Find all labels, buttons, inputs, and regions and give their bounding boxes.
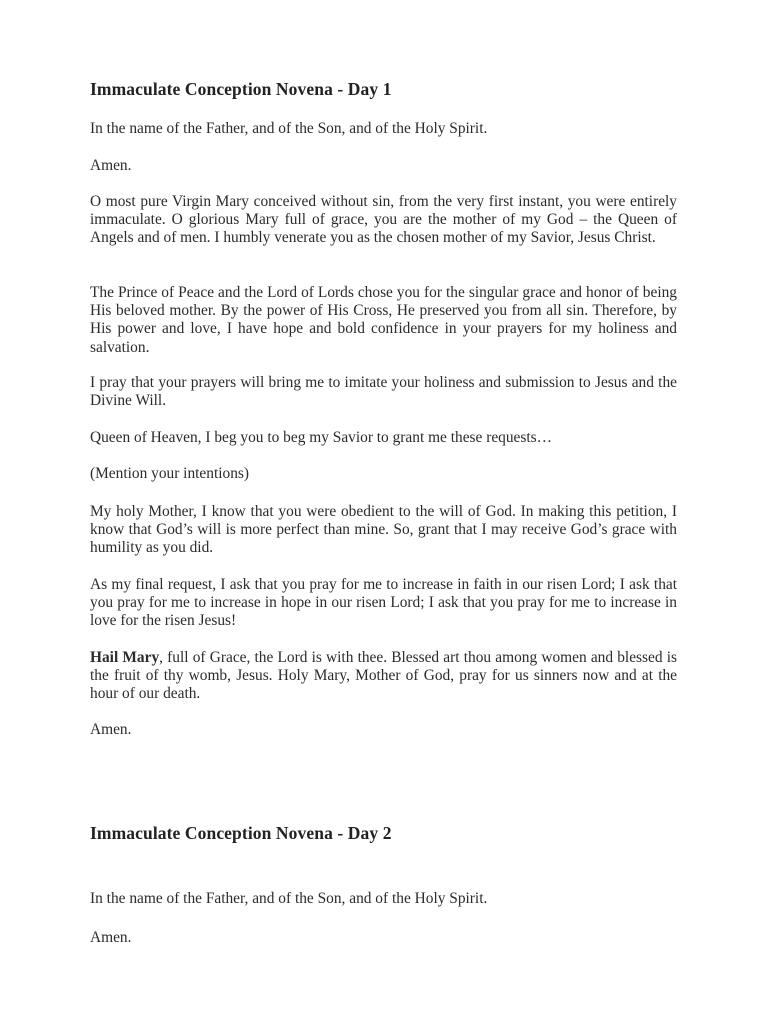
day1-sign-of-cross: In the name of the Father, and of the Son, and of the Holy Spirit. — [90, 120, 488, 137]
day1-amen-opening: Amen. — [90, 157, 132, 174]
day1-mention-intentions: (Mention your intentions) — [90, 465, 250, 482]
day2-heading: Immaculate Conception Novena - Day 2 — [90, 823, 392, 843]
day1-amen-closing: Amen. — [90, 721, 132, 738]
day1-paragraph-final-request: As my final request, I ask that you pray for me to increase in faith in our risen Lord; I ask that you pray for me to increase in hope in our risen Lord; I ask that you pray for me to increase in love for the risen Jesus! — [90, 576, 677, 630]
day1-hail-mary-prayer — [90, 649, 677, 704]
day1-paragraph-imitate-holiness: I pray that your prayers will bring me to imitate your holiness and submission to Jesus and the Divine Will. — [90, 374, 677, 410]
hail-mary-label: Hail Mary — [90, 649, 160, 666]
day2-sign-of-cross: In the name of the Father, and of the Son, and of the Holy Spirit. — [90, 890, 488, 907]
day2-amen-opening: Amen. — [90, 929, 132, 946]
day1-paragraph-holy-mother: My holy Mother, I know that you were obedient to the will of God. In making this petition, I know that God’s will is more perfect than mine. So, grant that I may receive God’s grace with humility as you did. — [90, 503, 677, 557]
day1-paragraph-prince-of-peace: The Prince of Peace and the Lord of Lords chose you for the singular grace and honor of being His beloved mother. By the power of His Cross, He preserved you from all sin. Therefore, by His power and love, I have hope and bold confidence in your prayers for my holiness and salvation. — [90, 284, 677, 356]
day1-heading: Immaculate Conception Novena - Day 1 — [90, 79, 392, 99]
day1-paragraph-queen-of-heaven: Queen of Heaven, I beg you to beg my Savior to grant me these requests… — [90, 429, 553, 446]
hail-mary-text: , full of Grace, the Lord is with thee. Blessed art thou among women and blessed is the fruit of thy womb, Jesus. Holy Mary, Mother of God, pray for us sinners now and at the hour of our death. — [90, 649, 677, 703]
day1-paragraph-virgin-mary: O most pure Virgin Mary conceived without sin, from the very first instant, you were entirely immaculate. O glorious Mary full of grace, you are the mother of my God – the Queen of Angels and of men. I humbly venerate you as the chosen mother of my Savior, Jesus Christ. — [90, 193, 677, 247]
